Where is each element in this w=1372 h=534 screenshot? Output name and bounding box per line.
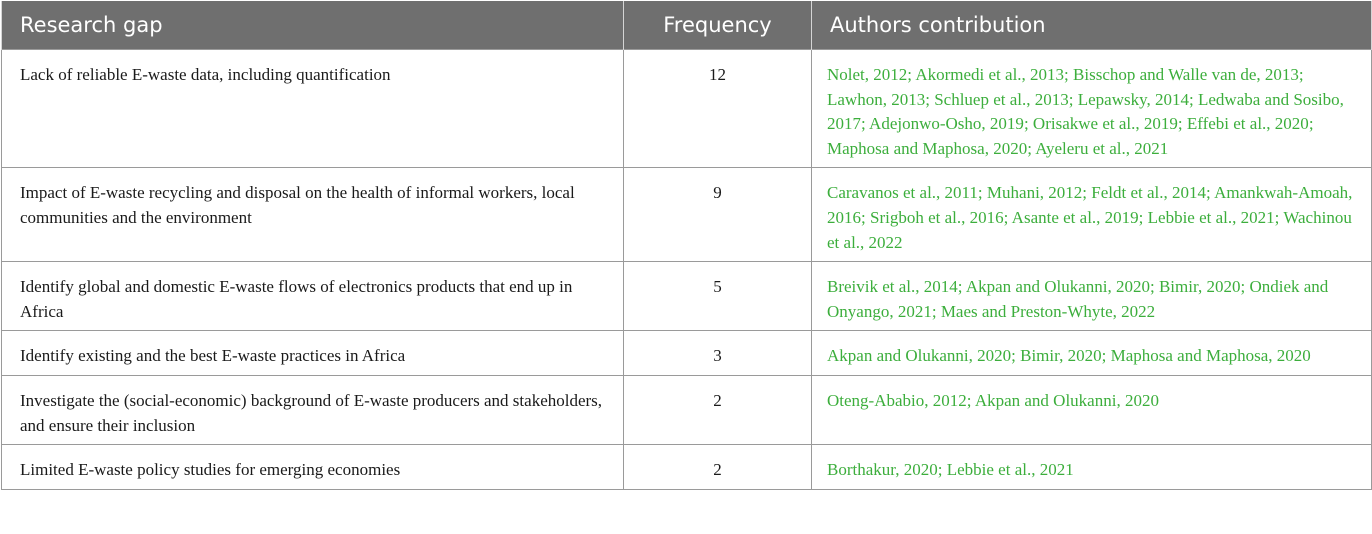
research-gap-cell: Lack of reliable E-waste data, including quantification xyxy=(2,50,624,168)
research-gap-cell: Impact of E-waste recycling and disposal on the health of informal workers, local communities and the environment xyxy=(2,168,624,262)
frequency-cell: 2 xyxy=(624,375,812,444)
author-reference-link[interactable]: Akormedi et al., 2013 xyxy=(915,65,1065,84)
author-reference-link[interactable]: Amankwah-Amoah, 2016 xyxy=(827,183,1353,227)
frequency-cell: 5 xyxy=(624,262,812,331)
frequency-cell: 9 xyxy=(624,168,812,262)
authors-cell: Caravanos et al., 2011; Muhani, 2012; Feldt et al., 2014; Amankwah-Amoah, 2016; Srigboh et al., 2016; Asante et al., 2019; Lebbie et al., 2021; Wachinou et al., 2022 xyxy=(812,168,1372,262)
author-reference-link[interactable]: Effebi et al., 2020 xyxy=(1186,114,1309,134)
author-reference-link[interactable]: Lebbie et al., 2021 xyxy=(1147,207,1275,227)
authors-cell: Borthakur, 2020; Lebbie et al., 2021 xyxy=(812,445,1372,490)
author-reference-link[interactable]: Feldt et al., 2014 xyxy=(1091,183,1207,203)
table-row xyxy=(2,262,1372,331)
table-row xyxy=(2,168,1372,262)
research-gap-cell: Identify global and domestic E-waste flows of electronics products that end up in Africa xyxy=(2,262,624,331)
author-reference-link[interactable]: Caravanos et al., 2011 xyxy=(827,183,978,203)
table-row xyxy=(2,375,1372,444)
header-authors-contribution: Authors contribution xyxy=(812,1,1372,50)
author-reference-link[interactable]: Adejonwo-Osho, 2019 xyxy=(869,114,1024,134)
research-gap-cell: Identify existing and the best E-waste practices in Africa xyxy=(2,331,624,376)
header-frequency: Frequency xyxy=(624,1,812,50)
author-reference-link[interactable]: Nolet, 2012 xyxy=(827,65,908,84)
header-research-gap: Research gap xyxy=(2,1,624,50)
table-row xyxy=(2,331,1372,376)
author-reference-link[interactable]: Maphosa and Maphosa, 2020 xyxy=(827,138,1028,158)
authors-cell: Akpan and Olukanni, 2020; Bimir, 2020; Maphosa and Maphosa, 2020 xyxy=(812,331,1372,376)
author-reference-link[interactable]: Oteng-Ababio, 2012 xyxy=(827,390,967,410)
author-reference-link[interactable]: Akpan and Olukanni, 2020 xyxy=(974,390,1159,410)
author-reference-link[interactable]: Schluep et al., 2013 xyxy=(934,89,1069,109)
authors-cell: Nolet, 2012; Akormedi et al., 2013; Bisschop and Walle van de, 2013; Lawhon, 2013; Schluep et al., 2013; Lepawsky, 2014; Ledwaba and Sosibo, 2017; Adejonwo-Osho, 2019; Orisakwe et al., 2019; Effebi et al., 2020; Maphosa and Maphosa, 2020; Ayeleru et al., 2021 xyxy=(812,50,1372,168)
author-reference-link[interactable]: Akpan and Olukanni, 2020 xyxy=(965,277,1150,297)
author-reference-link[interactable]: Asante et al., 2019 xyxy=(1011,207,1139,227)
author-reference-link[interactable]: Breivik et al., 2014 xyxy=(827,277,958,297)
author-reference-link[interactable]: Muhani, 2012 xyxy=(986,183,1083,203)
author-reference-link[interactable]: Bisschop and Walle van de, 2013 xyxy=(1073,65,1299,84)
author-reference-link[interactable]: Bimir, 2020 xyxy=(1158,277,1241,297)
header-row xyxy=(2,1,1372,50)
author-reference-link[interactable]: Ayeleru et al., 2021 xyxy=(1035,138,1169,158)
research-gap-cell: Investigate the (social-economic) background of E-waste producers and stakeholders, and ensure their inclusion xyxy=(2,375,624,444)
author-reference-link[interactable]: Maphosa and Maphosa, 2020 xyxy=(1110,346,1311,366)
author-reference-link[interactable]: Akpan and Olukanni, 2020 xyxy=(827,346,1012,366)
author-reference-link[interactable]: Lepawsky, 2014 xyxy=(1077,89,1190,109)
frequency-cell: 3 xyxy=(624,331,812,376)
author-reference-link[interactable]: Wachinou et al., 2022 xyxy=(827,207,1352,252)
author-reference-link[interactable]: Lebbie et al., 2021 xyxy=(946,460,1074,480)
frequency-cell: 12 xyxy=(624,50,812,168)
author-reference-link[interactable]: Bimir, 2020 xyxy=(1020,346,1102,366)
research-gap-cell: Limited E-waste policy studies for emerging economies xyxy=(2,445,624,490)
frequency-cell: 2 xyxy=(624,445,812,490)
author-reference-link[interactable]: Lawhon, 2013 xyxy=(827,89,926,109)
author-reference-link[interactable]: Maes and Preston-Whyte, 2022 xyxy=(940,301,1156,321)
table-row xyxy=(2,445,1372,490)
author-reference-link[interactable]: Srigboh et al., 2016 xyxy=(869,207,1004,227)
author-reference-link[interactable]: Ondiek and Onyango, 2021 xyxy=(827,277,1329,321)
authors-cell: Oteng-Ababio, 2012; Akpan and Olukanni, 2020 xyxy=(812,375,1372,444)
authors-cell: Breivik et al., 2014; Akpan and Olukanni, 2020; Bimir, 2020; Ondiek and Onyango, 2021; Maes and Preston-Whyte, 2022 xyxy=(812,262,1372,331)
author-reference-link[interactable]: Orisakwe et al., 2019 xyxy=(1032,114,1178,134)
author-reference-link[interactable]: Ledwaba and Sosibo, 2017 xyxy=(827,89,1344,134)
author-reference-link[interactable]: Borthakur, 2020 xyxy=(827,460,938,480)
research-gap-table xyxy=(1,1,1372,490)
table-row xyxy=(2,50,1372,168)
